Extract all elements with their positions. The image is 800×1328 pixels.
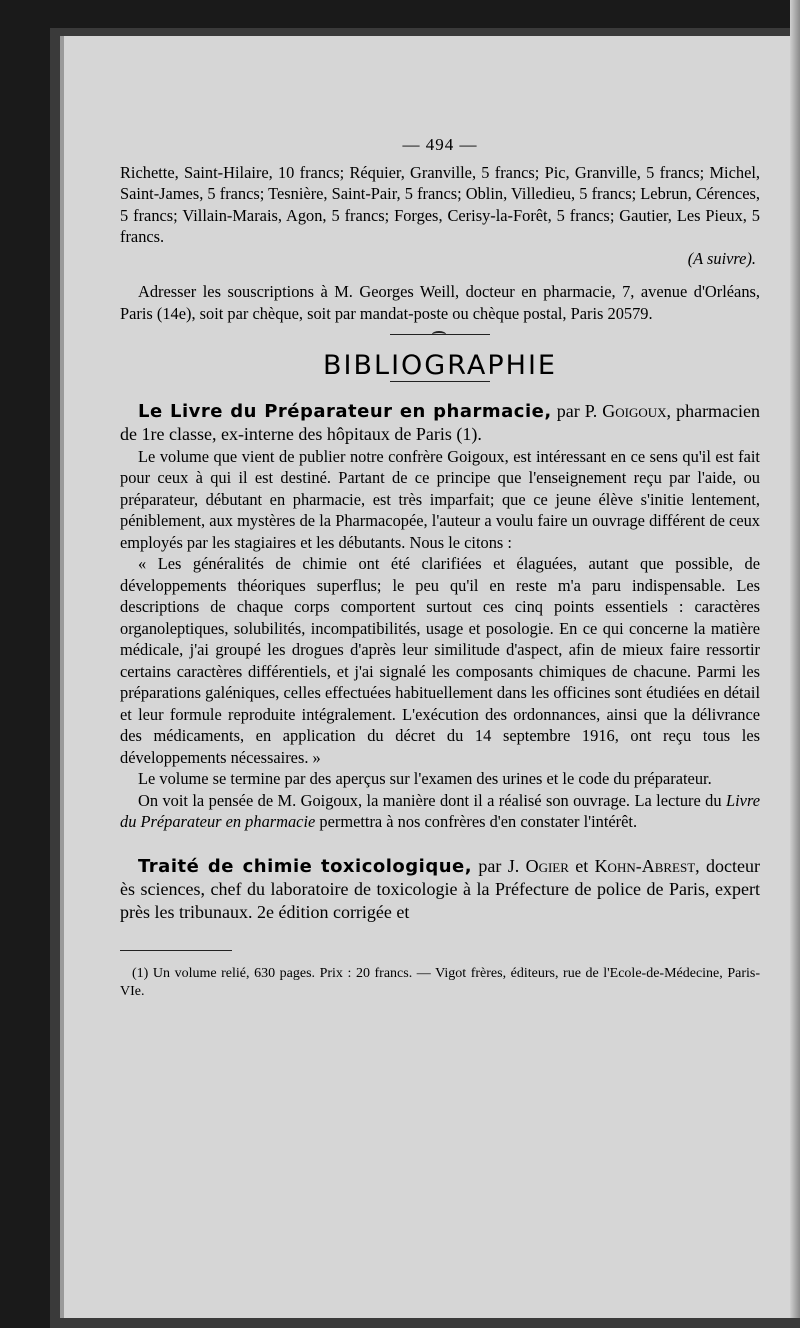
top-paragraph: Richette, Saint-Hilaire, 10 francs; Réquier, Granville, 5 francs; Pic, Granville, 5 francs; Michel, Saint-James, 5 francs; Tesnière, Saint-Pair, 5 francs; Oblin, Villedieu, 5 francs; Lebrun, Cérences, 5 francs; Villain-Marais, Agon, 5 francs; Forges, Cerisy-la-Forêt, 5 francs; Gautier, Les Pieux, 5 francs. bbox=[120, 162, 760, 246]
review1-author-prefix: par P. bbox=[556, 400, 598, 421]
review1-closing-italic: Livre du Préparateur en pharmacie bbox=[120, 790, 760, 831]
section-heading: BIBLIOGRAPHIE bbox=[323, 350, 557, 381]
review1-closing-after: permettra à nos confrères d'en constater l'intérêt. bbox=[319, 812, 638, 831]
review2-author-join: et bbox=[575, 855, 589, 876]
ornamental-separator bbox=[390, 334, 490, 335]
review2-title: Traité de chimie toxicologique, bbox=[138, 855, 473, 877]
review1-title: Le Livre du Préparateur en pharmacie, bbox=[138, 400, 552, 422]
review2-header bbox=[120, 855, 760, 924]
review1-header bbox=[120, 400, 760, 446]
review2-rest: docteur ès sciences, chef du laboratoire de toxicologie à la Préfecture de police de Paris, expert près les tribunaux. 2e édition corrigée et bbox=[120, 855, 760, 922]
footnote: (1) Un volume relié, 630 pages. Prix : 20 francs. — Vigot frères, éditeurs, rue de l'Ecole-de-Médecine, Paris-VIe. bbox=[120, 965, 760, 999]
review1-paragraph-3: Le volume se termine par des aperçus sur l'examen des urines et le code du préparateur. bbox=[138, 769, 712, 788]
review1-closing bbox=[120, 790, 760, 833]
review1-paragraph-1: Le volume que vient de publier notre confrère Goigoux, est intéressant en ce sens qu'il est fait pour ceux à qui il est destiné. Partant de ce principe que l'enseignement reçu par l'aide, ou préparateur, débutant en pharmacie, est très imparfait; que ce jeune élève s'initie lentement, péniblement, aux mystères de la Pharmacopée, l'auteur a voulu faire un ouvrage différent de ceux employés par les stagiaires et les débutants. Nous le citons : bbox=[120, 446, 760, 552]
review2-author-prefix: par J. bbox=[478, 855, 520, 876]
footnote-rule bbox=[120, 950, 232, 951]
a-suivre: (A suivre). bbox=[687, 248, 756, 268]
review1-paragraph-2: « Les généralités de chimie ont été clarifiées et élaguées, autant que possible, de développements théoriques superflus; le peu qu'il en reste m'a paru indispensable. Les descriptions de chaque corps comportent surtout ces cinq points essentiels : caractères organoleptiques, solubilités, incompatibilités, usage et posologie. En ce qui concerne la matière médicale, j'ai groupé les drogues d'après leur similitude d'aspect, afin de mieux faire ressortir certains caractères différentiels, et j'ai signalé les composants chimiques de chacune. Parmi les préparations galéniques, celles effectuées habituellement dans les officines sont étudiées en détail et leur formule reproduite intégralement. L'exécution des ordonnances, ainsi que la délivrance des médicaments, en application du décret du 14 septembre 1916, ont reçu tous les développements nécessaires. » bbox=[120, 554, 760, 767]
page-number: — 494 — bbox=[402, 135, 478, 154]
page-content bbox=[120, 40, 760, 1001]
souscriptions-paragraph: Adresser les souscriptions à M. Georges Weill, docteur en pharmacie, 7, avenue d'Orléans, Paris (14e), soit par chèque, soit par mandat-poste ou chèque postal, Paris 20579. bbox=[120, 282, 760, 323]
page-edge bbox=[790, 0, 800, 1318]
review1-author: Goigoux, bbox=[602, 400, 672, 421]
review1-author-rest: pharmacien de 1re classe, ex-interne des hôpitaux de Paris (1). bbox=[120, 400, 761, 444]
review2-author2: Kohn-Abrest, bbox=[594, 855, 700, 876]
review2-author1: Ogier bbox=[525, 855, 569, 876]
review1-closing-before: On voit la pensée de M. Goigoux, la manière dont il a réalisé son ouvrage. La lecture du bbox=[138, 790, 722, 810]
